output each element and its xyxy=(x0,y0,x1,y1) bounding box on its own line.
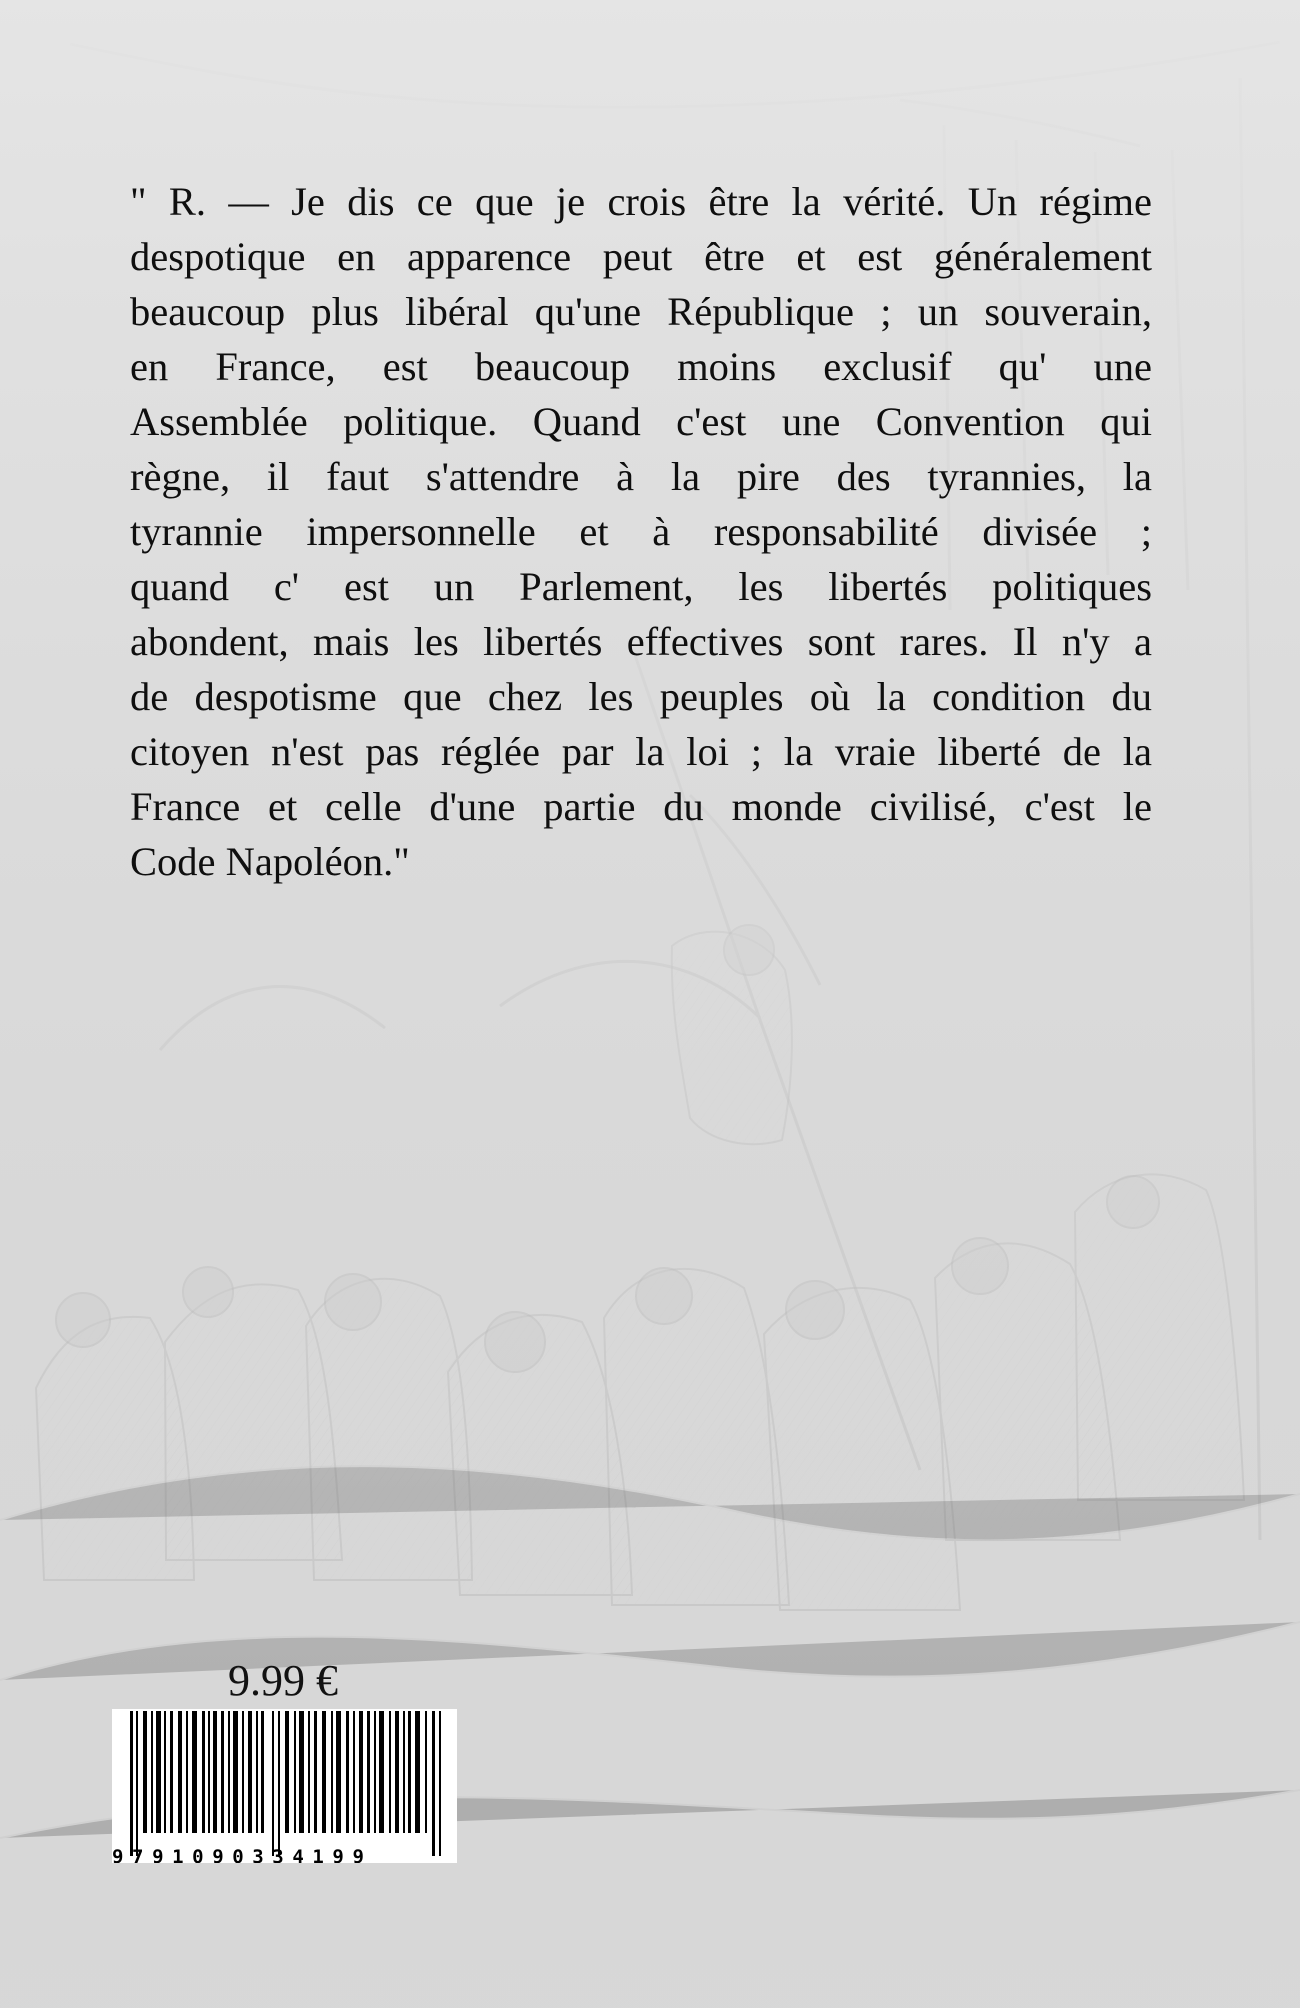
quote-line-8: quand c' est un Parlement, les libertés politiques xyxy=(130,564,1152,609)
quote-line-9: abondent, mais les libertés effectives sont rares. Il n'y a xyxy=(130,619,1152,664)
barcode-bars xyxy=(112,1709,457,1863)
quote-line-10: de despotisme que chez les peuples où la condition du xyxy=(130,674,1152,719)
barcode-number: 9791090334199 xyxy=(112,1847,373,1863)
price-label: 9.99 € xyxy=(228,1656,338,1705)
quote-line-11: citoyen n'est pas réglée par la loi ; la vraie liberté de la xyxy=(130,729,1152,774)
back-cover-quote xyxy=(130,174,1152,889)
quote-line-6: règne, il faut s'attendre à la pire des tyrannies, la xyxy=(130,454,1152,499)
isbn-barcode xyxy=(112,1709,457,1863)
quote-line-5: Assemblée politique. Quand c'est une Convention qui xyxy=(130,399,1152,444)
quote-line-13: Code Napoléon." xyxy=(130,839,410,884)
quote-line-1: " R. — Je dis ce que je crois être la vérité. Un régime xyxy=(130,179,1152,224)
quote-line-12: France et celle d'une partie du monde civilisé, c'est le xyxy=(130,784,1152,829)
quote-line-4: en France, est beaucoup moins exclusif qu' une xyxy=(130,344,1152,389)
quote-line-2: despotique en apparence peut être et est généralement xyxy=(130,234,1152,279)
quote-line-3: beaucoup plus libéral qu'une République ; un souverain, xyxy=(130,289,1152,334)
quote-line-7: tyrannie impersonnelle et à responsabilité divisée ; xyxy=(130,509,1152,554)
